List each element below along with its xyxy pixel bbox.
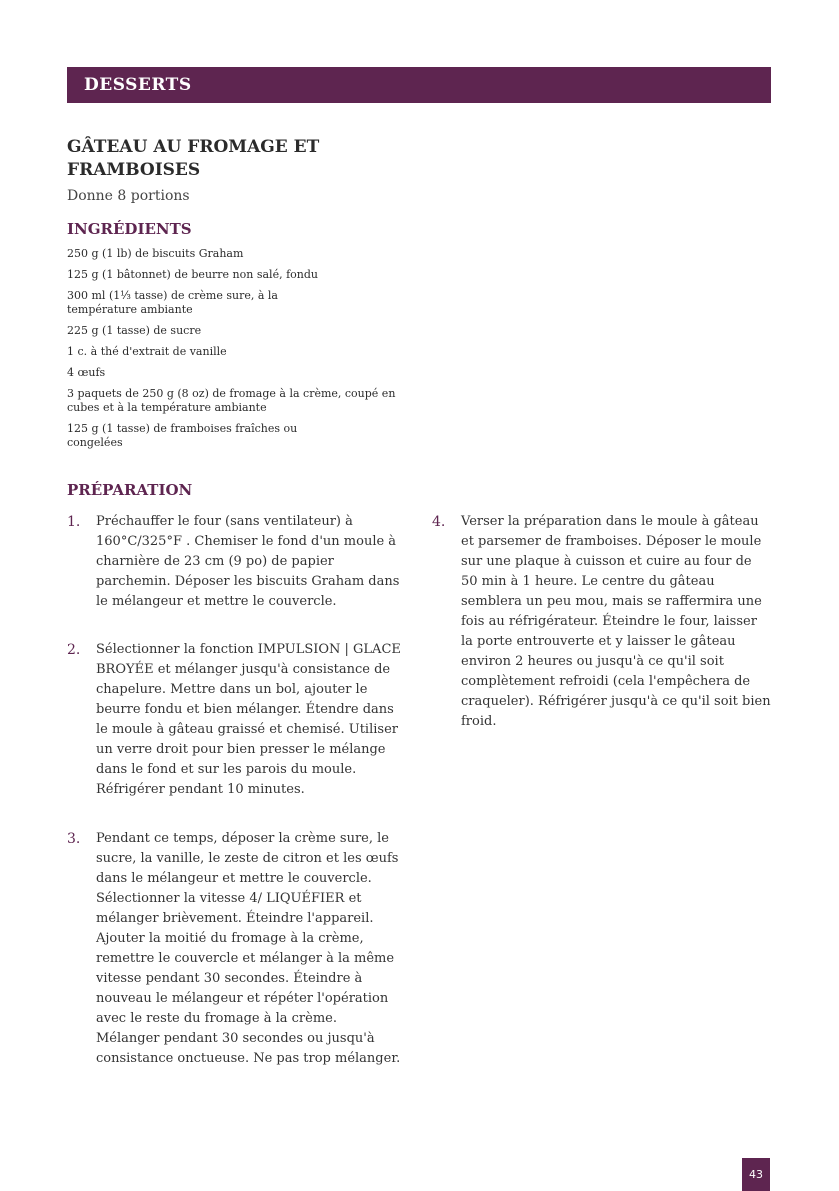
ingredient-item: 125 g (1 tasse) de framboises fraîches ou congelées (67, 422, 298, 449)
step-text: Pendant ce temps, déposer la crème sure, le sucre, la vanille, le zeste de citron et les œufs dans le mélangeur et mettre le couvercle. Sélectionner la vitesse 4/ LIQUÉFIER et mélanger brièvement. Éteindre l'appareil. Ajouter la moitié du fromage à la crème, remettre le couvercle et mélanger à la même vitesse pendant 30 secondes. Éteindre à nouveau le mélangeur et répéter l'opération avec le reste du fromage à la crème. Mélanger pendant 30 secondes ou jusqu'à consistance onctueuse. Ne pas trop mélanger. (96, 831, 401, 1066)
recipe-title: GÂTEAU AU FROMAGE ET FRAMBOISES (67, 137, 320, 180)
section-title: DESSERTS (84, 75, 192, 95)
step-number: 1. (67, 514, 81, 530)
page-number-badge (742, 1158, 770, 1191)
ingredient-item: 250 g (1 lb) de biscuits Graham (67, 247, 244, 260)
section-banner (67, 67, 771, 103)
ingredient-item: 1 c. à thé d'extrait de vanille (67, 345, 227, 358)
ingredient-item: 300 ml (1⅓ tasse) de crème sure, à la température ambiante (67, 289, 278, 316)
ingredients-heading: INGRÉDIENTS (67, 220, 192, 238)
step-number: 4. (432, 514, 446, 530)
ingredient-item: 225 g (1 tasse) de sucre (67, 324, 202, 337)
step-number: 3. (67, 831, 81, 847)
step-text: Sélectionner la fonction IMPULSION | GLACE BROYÉE et mélanger jusqu'à consistance de chapelure. Mettre dans un bol, ajouter le beurre fondu et bien mélanger. Étendre dans le moule à gâteau graissé et chemisé. Utiliser un verre droit pour bien presser le mélange dans le fond et sur les parois du moule. Réfrigérer pendant 10 minutes. (96, 642, 401, 797)
step-text: Préchauffer le four (sans ventilateur) à 160°C/325°F . Chemiser le fond d'un moule à charnière de 23 cm (9 po) de papier parchemin. Déposer les biscuits Graham dans le mélangeur et mettre le couvercle. (96, 514, 400, 609)
page-number: 43 (749, 1168, 763, 1181)
recipe-servings: Donne 8 portions (67, 188, 190, 204)
ingredients-list (67, 247, 407, 457)
preparation-step (67, 640, 407, 825)
ingredient-item: 125 g (1 bâtonnet) de beurre non salé, fondu (67, 268, 318, 281)
ingredient-item: 3 paquets de 250 g (8 oz) de fromage à la crème, coupé en cubes et à la température ambiante (67, 387, 396, 414)
step-number: 2. (67, 642, 81, 658)
step-text: Verser la préparation dans le moule à gâteau et parsemer de framboises. Déposer le moule sur une plaque à cuisson et cuire au four de 50 min à 1 heure. Le centre du gâteau semblera un peu mou, mais se raffermira une fois au réfrigérateur. Éteindre le four, laisser la porte entrouverte et y laisser le gâteau environ 2 heures ou jusqu'à ce qu'il soit complètement refroidi (cela l'empêchera de craqueler). Réfrigérer jusqu'à ce qu'il soit bien froid. (461, 514, 771, 729)
preparation-heading: PRÉPARATION (67, 481, 193, 499)
preparation-step (67, 829, 407, 1119)
ingredient-item: 4 œufs (67, 366, 106, 379)
preparation-step (432, 512, 772, 762)
preparation-step (67, 512, 407, 622)
